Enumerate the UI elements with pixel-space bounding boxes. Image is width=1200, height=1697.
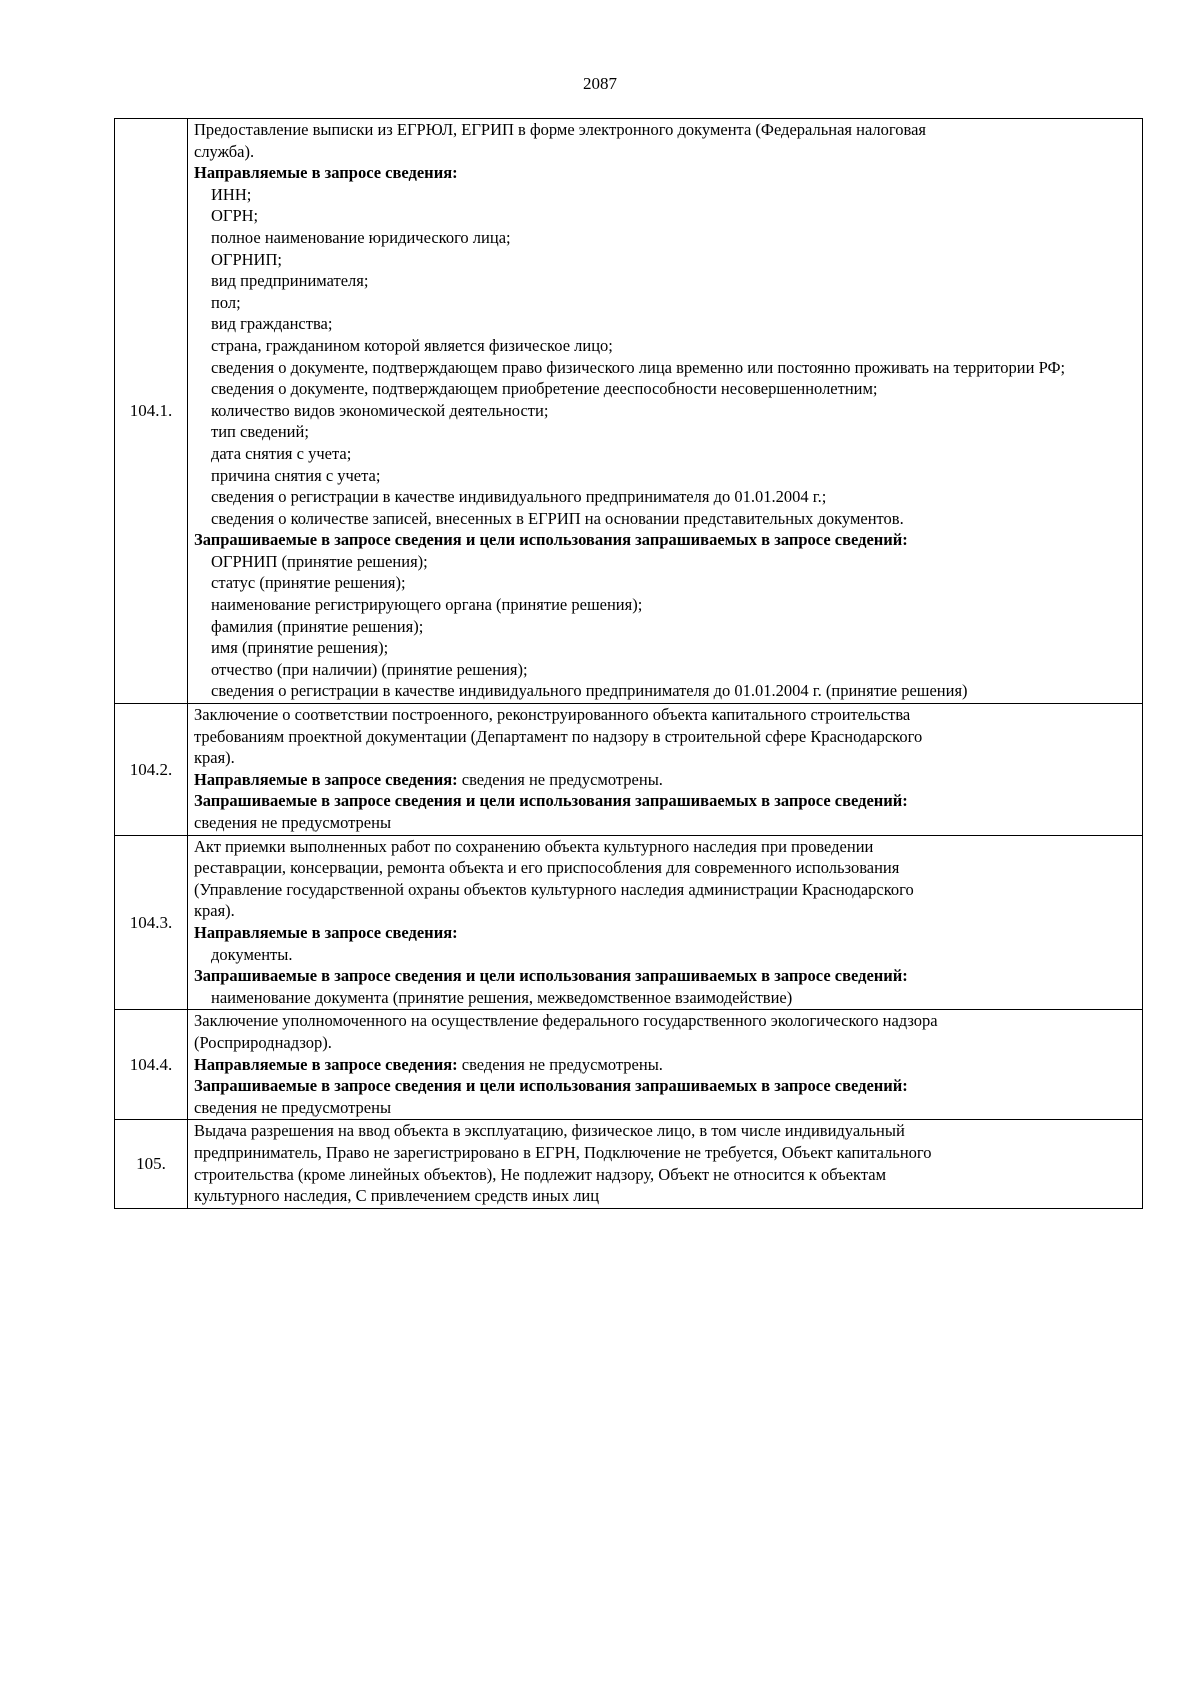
requested-data-heading: Запрашиваемые в запросе сведения и цели использования запрашиваемых в запросе сведений: (194, 966, 908, 986)
row-content (188, 835, 1143, 1010)
service-title-line: Заключение о соответствии построенного, реконструированного объекта капитального строительства (194, 705, 911, 725)
service-title-line: требованиям проектной документации (Департамент по надзору в строительной сфере Краснодарского (194, 726, 923, 746)
table-row (115, 704, 1143, 836)
service-title-line: культурного наследия, С привлечением средств иных лиц (194, 1186, 600, 1206)
sent-data-item: сведения о документе, подтверждающем приобретение дееспособности несовершеннолетним; (211, 379, 878, 399)
row-number: 104.4. (115, 1010, 188, 1120)
sent-data-item: вид предпринимателя; (211, 271, 369, 291)
service-title-line: Акт приемки выполненных работ по сохранению объекта культурного наследия при проведении (194, 836, 874, 856)
service-title-line: строительства (кроме линейных объектов), Не подлежит надзору, Объект не относится к объектам (194, 1164, 887, 1184)
sent-data-item-text: сведения о документе, подтверждающем право физического лица временно или постоянно проживать на территории РФ; (211, 357, 1066, 377)
sent-data-item: причина снятия с учета; (211, 465, 381, 485)
sent-data-item: сведения о регистрации в качестве индивидуального предпринимателя до 01.01.2004 г.; (211, 487, 827, 507)
requested-data-item-text: сведения о регистрации в качестве индивидуального предпринимателя до 01.01.2004 г. (принятие решения) (211, 681, 968, 701)
service-title-line: края). (194, 748, 235, 768)
sent-data-item: полное наименование юридического лица; (211, 227, 511, 247)
requested-data-item: фамилия (принятие решения); (211, 616, 424, 636)
table-row (115, 835, 1143, 1010)
requested-data-item: наименование документа (принятие решения, межведомственное взаимодействие) (211, 987, 793, 1007)
sent-data-item: ОГРНИП; (211, 249, 282, 269)
sent-data-item: страна, гражданином которой является физическое лицо; (211, 335, 613, 355)
requested-data-item: ОГРНИП (принятие решения); (211, 551, 428, 571)
requested-data-item: отчество (при наличии) (принятие решения); (211, 659, 528, 679)
table-row (115, 1120, 1143, 1208)
requested-data-heading: Запрашиваемые в запросе сведения и цели использования запрашиваемых в запросе сведений: (194, 1076, 908, 1096)
service-title-line: Предоставление выписки из ЕГРЮЛ, ЕГРИП в форме электронного документа (Федеральная налоговая (194, 120, 926, 139)
sent-data-line (194, 769, 1130, 791)
sent-data-item: сведения о количестве записей, внесенных в ЕГРИП на основании представительных документов. (211, 508, 904, 528)
requested-data-item: наименование регистрирующего органа (принятие решения); (211, 595, 643, 615)
table-row (115, 1010, 1143, 1120)
service-title-line: края). (194, 901, 235, 921)
requested-data-heading: Запрашиваемые в запросе сведения и цели использования запрашиваемых в запросе сведений: (194, 791, 908, 811)
sent-data-item: тип сведений; (211, 422, 309, 442)
sent-data-value: сведения не предусмотрены. (461, 1054, 663, 1074)
row-content (188, 704, 1143, 836)
sent-data-item (194, 357, 1130, 379)
requested-data-item: статус (принятие решения); (211, 573, 406, 593)
service-title-line: предприниматель, Право не зарегистрировано в ЕГРН, Подключение не требуется, Объект капитального (194, 1142, 932, 1162)
sent-data-value: сведения не предусмотрены. (461, 769, 663, 789)
sent-data-item: пол; (211, 292, 241, 312)
sent-data-item: количество видов экономической деятельности; (211, 400, 549, 420)
service-title-line: реставрации, консервации, ремонта объекта и его приспособления для современного использования (194, 858, 900, 878)
service-title-line: служба). (194, 141, 255, 161)
sent-data-line (194, 1054, 1130, 1076)
sent-data-heading: Направляемые в запросе сведения: (194, 163, 458, 183)
sent-data-item: документы. (211, 944, 293, 964)
requested-data-item (194, 680, 1130, 702)
sent-data-item: ИНН; (211, 184, 252, 204)
requested-data-item: имя (принятие решения); (211, 638, 389, 658)
row-number: 104.2. (115, 704, 188, 836)
service-title-line: (Управление государственной охраны объектов культурного наследия администрации Краснодарского (194, 879, 914, 899)
row-number: 104.1. (115, 119, 188, 704)
row-number: 105. (115, 1120, 188, 1208)
services-table (114, 118, 1143, 1209)
table-row (115, 119, 1143, 704)
row-content (188, 1010, 1143, 1120)
requested-data-heading: Запрашиваемые в запросе сведения и цели использования запрашиваемых в запросе сведений: (194, 530, 908, 550)
row-content (188, 1120, 1143, 1208)
sent-data-heading: Направляемые в запросе сведения: (194, 769, 458, 789)
sent-data-item: дата снятия с учета; (211, 443, 352, 463)
row-number: 104.3. (115, 835, 188, 1010)
service-title-line: Заключение уполномоченного на осуществление федерального государственного экологического надзора (194, 1011, 938, 1031)
row-content (188, 119, 1143, 704)
requested-data-value: сведения не предусмотрены (194, 1097, 392, 1117)
sent-data-item: ОГРН; (211, 206, 259, 226)
sent-data-item: вид гражданства; (211, 314, 333, 334)
requested-data-value: сведения не предусмотрены (194, 813, 392, 832)
page-number: 2087 (583, 74, 617, 93)
service-title-line: (Росприроднадзор). (194, 1032, 332, 1052)
sent-data-heading: Направляемые в запросе сведения: (194, 922, 458, 942)
service-title-line: Выдача разрешения на ввод объекта в эксплуатацию, физическое лицо, в том числе индивидуальный (194, 1121, 905, 1141)
sent-data-heading: Направляемые в запросе сведения: (194, 1054, 458, 1074)
